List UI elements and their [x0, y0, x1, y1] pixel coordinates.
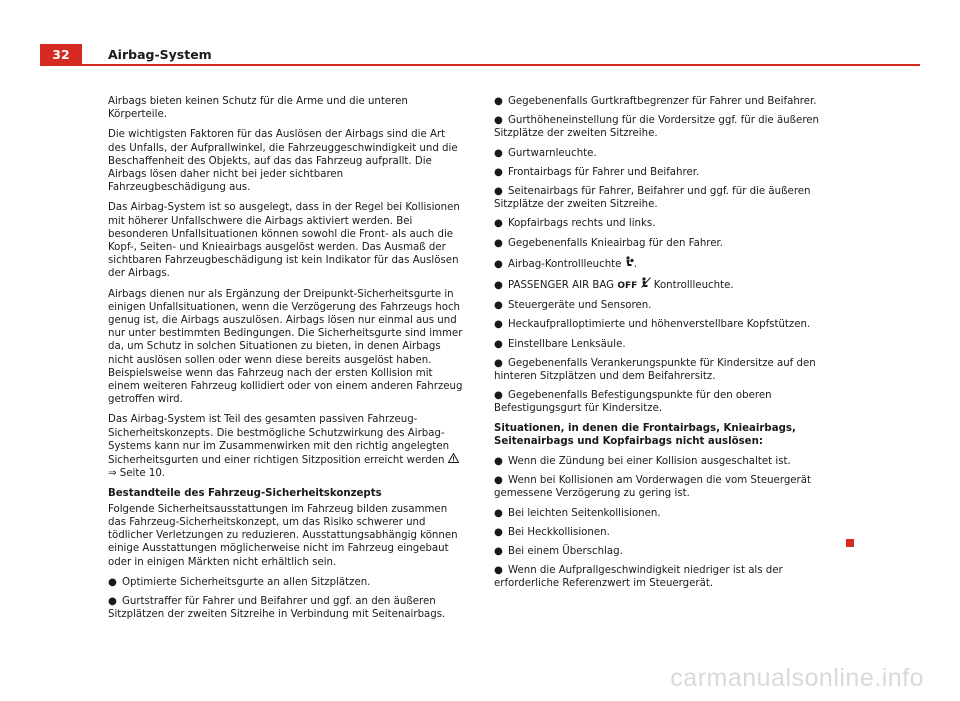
list-item: ● Wenn die Zündung bei einer Kollision ausgeschaltet ist.: [494, 456, 791, 468]
bullet-icon: ●: [494, 546, 503, 558]
list-item: ● Gurtwarnleuchte.: [494, 147, 597, 159]
bullet-icon: ●: [494, 237, 503, 249]
off-indicator: OFF: [617, 281, 638, 292]
bullet-icon: ●: [494, 186, 503, 198]
right-column: [494, 95, 850, 597]
feature-list: [108, 576, 464, 622]
list-item: ● Gurtstraffer für Fahrer und Beifahrer und ggf. an den äußeren Sitzplätzen der zweiten Sitzreihe in Verbindung mit Seitenairbags.: [108, 595, 446, 621]
bullet-icon: ●: [494, 357, 503, 369]
list-item: ● PASSENGER AIR BAG OFF Kontrollleuchte.: [494, 277, 850, 293]
condition-list: [494, 455, 850, 591]
list-item: ● Gegebenenfalls Knieairbag für den Fahrer.: [494, 237, 724, 249]
list-item: ● Wenn bei Kollisionen am Vorderwagen die vom Steuergerät gemessene Verzögerung zu gering ist.: [494, 475, 811, 500]
list-item: ● Airbag-Kontrollleuchte .: [494, 256, 850, 271]
paragraph: Folgende Sicherheitsausstattungen im Fahrzeug bilden zusammen das Fahrzeug-Sicherheitskonzept, um das Risiko schwerer und tödlicher Verletzungen zu reduzieren. Ausstattungsabhängig können einige Ausstattungen möglicherweise nicht im Fahrzeug eingebaut oder in einigen Märkten nicht erhältlich sein.: [108, 503, 458, 568]
bullet-icon: ●: [494, 280, 503, 292]
list-item: ● Einstellbare Lenksäule.: [494, 338, 626, 350]
list-item: ● Gegebenenfalls Gurtkraftbegrenzer für Fahrer und Beifahrer.: [494, 96, 817, 107]
watermark: carmanualsonline.info: [670, 664, 924, 692]
list-item: ● Wenn die Aufprallgeschwindigkeit niedriger ist als der erforderliche Referenzwert im Steuergerät.: [494, 565, 783, 590]
bullet-icon: ●: [108, 595, 117, 607]
list-item: ● Steuergeräte und Sensoren.: [494, 300, 652, 312]
list-item: ● Heckaufpralloptimierte und höhenverstellbare Kopfstützen.: [494, 319, 811, 331]
list-item: ● Kopfairbags rechts und links.: [494, 218, 656, 230]
bullet-icon: ●: [494, 390, 503, 402]
bullet-icon: ●: [494, 526, 503, 538]
feature-list: [494, 95, 850, 416]
airbag-warning-icon: [625, 259, 634, 270]
list-item: ● Seitenairbags für Fahrer, Beifahrer und ggf. für die äußeren Sitzplätze der zweiten Sitzreihe.: [494, 186, 811, 211]
bullet-icon: ●: [494, 300, 503, 312]
passenger-airbag-off-icon: [641, 280, 651, 291]
list-item: ● Gegebenenfalls Befestigungspunkte für den oberen Befestigungsgurt für Kindersitze.: [494, 390, 772, 415]
bullet-icon: ●: [494, 218, 503, 230]
bullet-icon: ●: [494, 507, 503, 519]
section-heading: Bestandteile des Fahrzeug-Sicherheitskonzepts: [108, 488, 382, 500]
section-end-marker: [846, 539, 854, 547]
page-header: [40, 44, 920, 68]
page-title: Airbag-System: [108, 47, 212, 62]
bullet-icon: ●: [108, 576, 117, 588]
paragraph: Airbags bieten keinen Schutz für die Arme und die unteren Körperteile.: [108, 96, 408, 121]
paragraph-text: Das Airbag-System ist Teil des gesamten passiven Fahrzeug-Sicherheitskonzepts. Die bestmögliche Schutzwirkung des Airbag-Systems kann nur im Zusammenwirken mit den richtig angelegten Sicherheitsgurten und einer richtigen Sitzposition erreicht werden: [108, 414, 450, 467]
paragraph: Das Airbag-System ist so ausgelegt, dass in der Regel bei Kollisionen mit höherer Unfallschwere die Airbags aktiviert werden. Bei besonderen Unfallsituationen können sowohl die Front- als auch die Kopf-, Seiten- und Knieairbags ausgelöst werden. Das Ausmaß der sichtbaren Fahrzeugbeschädigung ist kein Indikator für das Auslösen der Airbags.: [108, 202, 460, 280]
paragraph: Airbags dienen nur als Ergänzung der Dreipunkt-Sicherheitsgurte in einigen Unfallsituationen, wenn die Verzögerung des Fahrzeugs hoch genug ist, die Airbags auszulösen. Airbags lösen nur einmal aus und nur unter bestimmten Bedingungen. Die Sicherheitsgurte sind immer da, um Schutz in solchen Situationen zu bieten, in denen Airbags nicht auslösen sollen oder wenn diese bereits ausgelöst haben. Beispielsweise wenn das Fahrzeug nach der ersten Kollision mit einem weiteren Fahrzeug kollidiert oder von einem anderen Fahrzeug getroffen wird.: [108, 288, 463, 406]
page-number: 32: [40, 44, 82, 66]
list-item: ● Bei Heckkollisionen.: [494, 526, 610, 538]
list-item: ● Frontairbags für Fahrer und Beifahrer.: [494, 166, 700, 178]
bullet-icon: ●: [494, 456, 503, 468]
bullet-icon: ●: [494, 147, 503, 159]
section-heading: Situationen, in denen die Frontairbags, Knieairbags, Seitenairbags und Kopfairbags nicht auslösen:: [494, 422, 796, 447]
list-item: ● Bei leichten Seitenkollisionen.: [494, 507, 661, 519]
header-rule: [82, 64, 920, 66]
bullet-icon: ●: [494, 565, 503, 577]
bullet-icon: ●: [494, 338, 503, 350]
bullet-icon: ●: [494, 475, 503, 487]
list-item: ● Optimierte Sicherheitsgurte an allen Sitzplätzen.: [108, 576, 371, 588]
paragraph: [108, 413, 464, 480]
warning-triangle-icon: [448, 453, 459, 467]
bullet-icon: ●: [494, 115, 503, 127]
list-item: ● Bei einem Überschlag.: [494, 546, 623, 558]
bullet-icon: ●: [494, 166, 503, 178]
left-column: [108, 95, 464, 627]
bullet-icon: ●: [494, 96, 503, 107]
list-item: ● Gegebenenfalls Verankerungspunkte für Kindersitze auf den hinteren Sitzplätzen und dem Beifahrersitz.: [494, 357, 816, 383]
bullet-icon: ●: [494, 258, 503, 270]
page-reference-link[interactable]: ⇒ Seite 10.: [108, 468, 166, 480]
bullet-icon: ●: [494, 319, 503, 331]
list-item: ● Gurthöheneinstellung für die Vordersitze ggf. für die äußeren Sitzplätze der zweiten Sitzreihe.: [494, 115, 820, 140]
paragraph: Die wichtigsten Faktoren für das Auslösen der Airbags sind die Art des Unfalls, der Aufprallwinkel, die Fahrzeuggeschwindigkeit und die Beschaffenheit des Objekts, auf das das Fahrzeug aufprallt. Die Airbags lösen daher nicht bei jeder sichtbaren Fahrzeugbeschädigung aus.: [108, 129, 458, 194]
